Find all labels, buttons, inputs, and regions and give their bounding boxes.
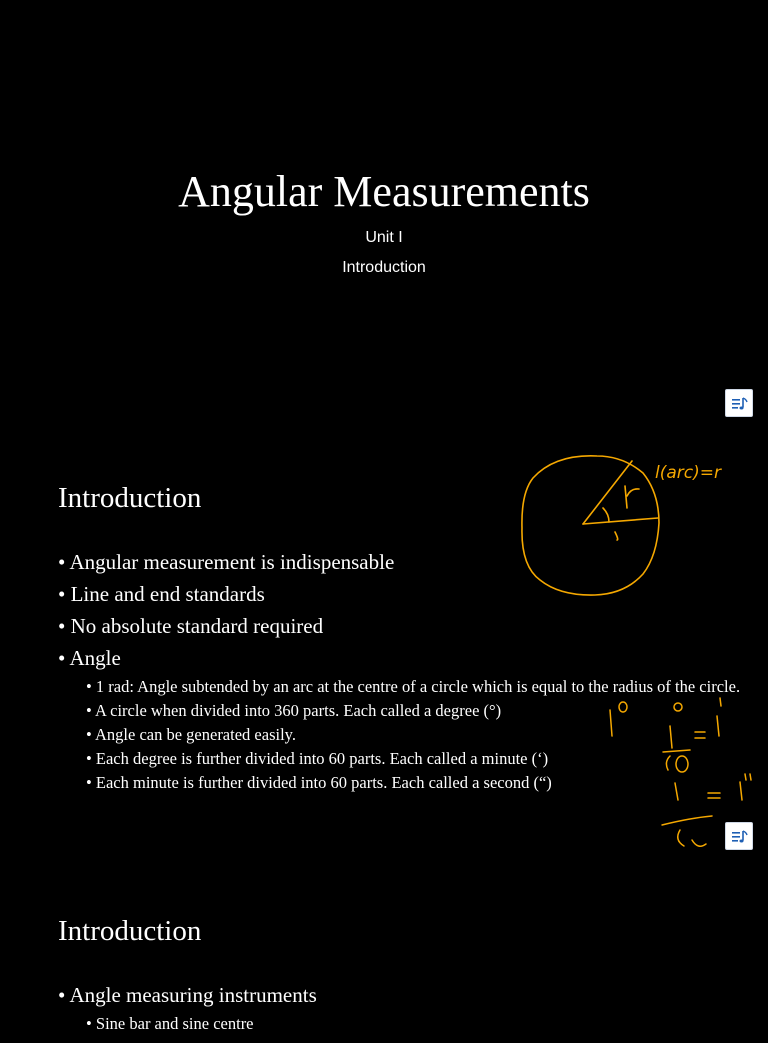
slide-title: Angular Measurements	[178, 167, 590, 216]
slide-subtitle-unit: Unit I	[365, 229, 403, 246]
audio-button[interactable]	[725, 822, 753, 850]
sub-bullet-item: • Each minute is further divided into 60 parts. Each called a second (“)	[86, 773, 748, 792]
sub-bullet-item: • Angle can be generated easily.	[86, 725, 748, 744]
slide-heading: Introduction	[58, 482, 202, 514]
bullet-list	[58, 551, 748, 797]
sub-bullet-list	[86, 677, 748, 792]
bullet-text: Angle measuring instruments	[69, 983, 317, 1007]
bullet-text: Angle	[69, 646, 121, 670]
audio-note-icon	[731, 395, 749, 413]
sub-bullet-item: • Sine bar and sine centre	[86, 1014, 748, 1033]
sub-bullet-item: • Each degree is further divided into 60 parts. Each called a minute (‘)	[86, 749, 748, 768]
bullet-item	[58, 647, 748, 792]
slide-subtitle-intro: Introduction	[342, 259, 426, 276]
introduction-slide	[0, 432, 768, 864]
slide-heading: Introduction	[58, 915, 202, 947]
bullet-item	[58, 984, 748, 1033]
sub-bullet-item: • A circle when divided into 360 parts. Each called a degree (°)	[86, 701, 748, 720]
introduction-slide-2	[0, 864, 768, 1033]
bullet-item: • Line and end standards	[58, 583, 748, 605]
bullet-list	[58, 984, 748, 1043]
title-slide	[0, 0, 768, 432]
arc-length-label: l(arc)=r	[655, 463, 721, 483]
bullet-item: • No absolute standard required	[58, 615, 748, 637]
sub-bullet-item: • 1 rad: Angle subtended by an arc at the centre of a circle which is equal to the radius of the circle.	[86, 677, 748, 696]
audio-note-icon	[731, 828, 749, 846]
audio-button[interactable]	[725, 389, 753, 417]
bullet-item: • Angular measurement is indispensable	[58, 551, 748, 573]
